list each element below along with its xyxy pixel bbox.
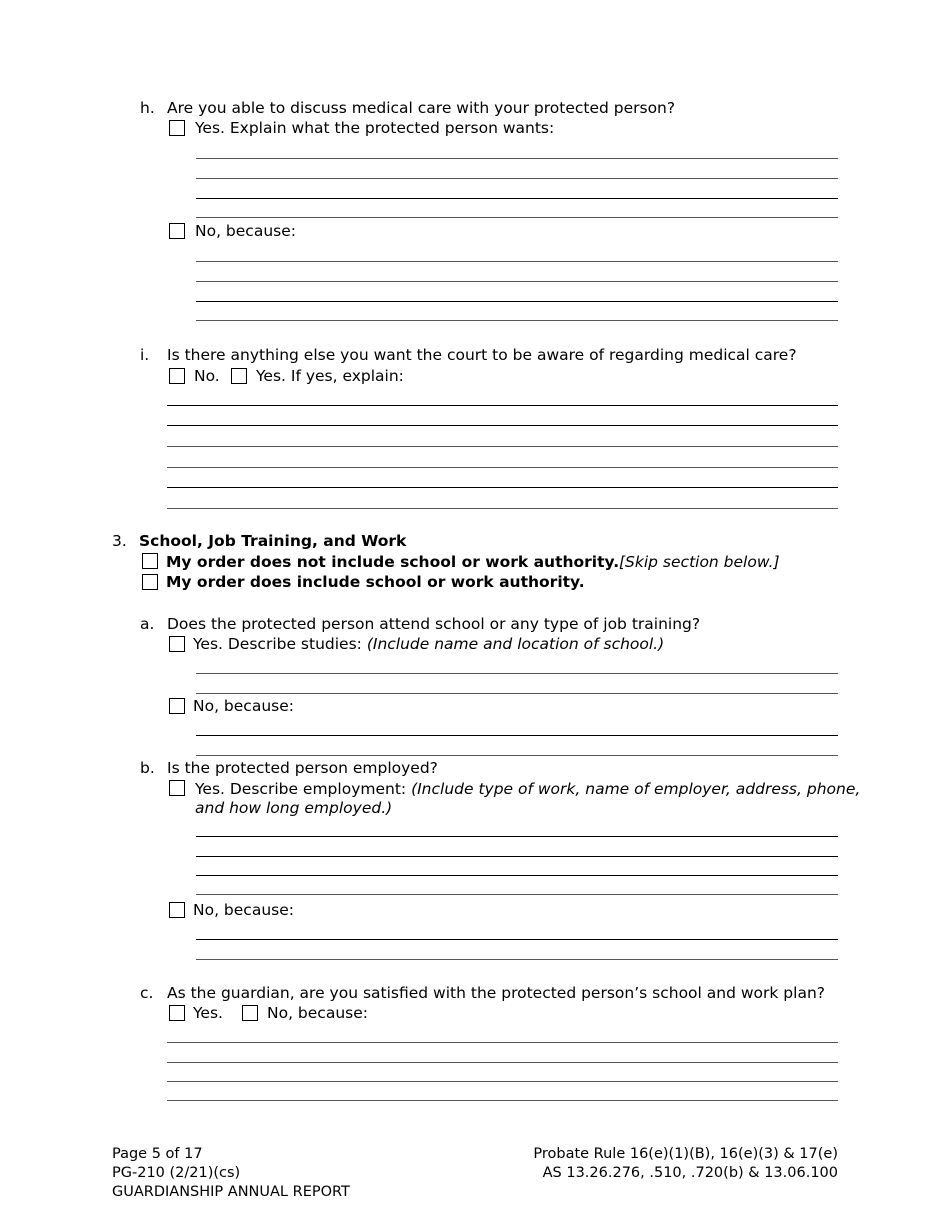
- skip-note: [Skip section below.]: [619, 553, 780, 571]
- answer-line[interactable]: [196, 301, 838, 302]
- answer-line[interactable]: [167, 1081, 838, 1082]
- answer-line[interactable]: [196, 856, 838, 857]
- answer-line[interactable]: [196, 261, 838, 262]
- question-i-text: Is there anything else you want the court to be aware of regarding medical care?: [167, 346, 797, 364]
- answer-line[interactable]: [196, 693, 838, 694]
- question-letter: c.: [140, 984, 154, 1002]
- question-3a-text: Does the protected person attend school or any type of job training?: [167, 615, 701, 633]
- question-letter: a.: [140, 615, 155, 633]
- answer-line[interactable]: [196, 755, 838, 756]
- answer-line[interactable]: [196, 836, 838, 837]
- has-authority-checkbox[interactable]: [142, 574, 158, 590]
- i-no-label: No.: [194, 367, 220, 385]
- 3b-yes-note-cont: and how long employed.): [195, 799, 393, 817]
- answer-line[interactable]: [167, 1062, 838, 1063]
- 3a-yes-note: (Include name and location of school.): [366, 635, 665, 653]
- h-no-checkbox[interactable]: [169, 223, 185, 239]
- question-letter: h.: [140, 99, 155, 117]
- answer-line[interactable]: [196, 178, 838, 179]
- answer-line[interactable]: [167, 1100, 838, 1101]
- 3b-yes-checkbox[interactable]: [169, 780, 185, 796]
- 3b-no-checkbox[interactable]: [169, 902, 185, 918]
- footer-page-number: Page 5 of 17: [112, 1146, 203, 1162]
- answer-line[interactable]: [196, 217, 838, 218]
- question-3b-text: Is the protected person employed?: [167, 759, 438, 777]
- section-number: 3.: [112, 532, 127, 550]
- has-authority-label: My order does include school or work authority.: [166, 573, 585, 591]
- 3b-yes-label: Yes. Describe employment: (Include type of work, name of employer, address, phone,: [195, 780, 861, 798]
- 3a-yes-label: Yes. Describe studies: (Include name and location of school.): [193, 635, 665, 653]
- no-authority-checkbox[interactable]: [142, 553, 158, 569]
- answer-line[interactable]: [167, 1042, 838, 1043]
- question-h-text: Are you able to discuss medical care with your protected person?: [167, 99, 676, 117]
- 3a-no-label: No, because:: [193, 697, 294, 715]
- answer-line[interactable]: [196, 281, 838, 282]
- answer-line[interactable]: [167, 425, 838, 426]
- i-yes-label: Yes. If yes, explain:: [256, 367, 404, 385]
- 3c-yes-checkbox[interactable]: [169, 1005, 185, 1021]
- h-no-label: No, because:: [195, 222, 296, 240]
- h-yes-checkbox[interactable]: [169, 120, 185, 136]
- answer-line[interactable]: [196, 320, 838, 321]
- footer-probate-rule: Probate Rule 16(e)(1)(B), 16(e)(3) & 17(e): [533, 1146, 838, 1162]
- answer-line[interactable]: [167, 467, 838, 468]
- answer-line[interactable]: [196, 939, 838, 940]
- answer-line[interactable]: [167, 405, 838, 406]
- answer-line[interactable]: [196, 875, 838, 876]
- answer-line[interactable]: [196, 959, 838, 960]
- section-3-title: School, Job Training, and Work: [139, 532, 407, 550]
- 3c-no-checkbox[interactable]: [242, 1005, 258, 1021]
- 3c-yes-label: Yes.: [193, 1004, 223, 1022]
- answer-line[interactable]: [196, 894, 838, 895]
- footer-statute: AS 13.26.276, .510, .720(b) & 13.06.100: [542, 1165, 838, 1181]
- answer-line[interactable]: [196, 735, 838, 736]
- i-no-checkbox[interactable]: [169, 368, 185, 384]
- question-letter: b.: [140, 759, 155, 777]
- answer-line[interactable]: [167, 446, 838, 447]
- 3b-no-label: No, because:: [193, 901, 294, 919]
- i-yes-checkbox[interactable]: [231, 368, 247, 384]
- answer-line[interactable]: [167, 487, 838, 488]
- footer-form-title: GUARDIANSHIP ANNUAL REPORT: [112, 1184, 350, 1200]
- 3a-no-checkbox[interactable]: [169, 698, 185, 714]
- 3c-no-label: No, because:: [267, 1004, 368, 1022]
- h-yes-label: Yes. Explain what the protected person wants:: [195, 119, 555, 137]
- answer-line[interactable]: [196, 198, 838, 199]
- 3b-yes-note: (Include type of work, name of employer, address, phone,: [411, 780, 861, 798]
- no-authority-label: My order does not include school or work authority.: [166, 553, 620, 571]
- question-3c-text: As the guardian, are you satisfied with the protected person’s school and work plan?: [167, 984, 825, 1002]
- question-letter: i.: [140, 346, 150, 364]
- answer-line[interactable]: [196, 673, 838, 674]
- answer-line[interactable]: [167, 508, 838, 509]
- footer-form-code: PG-210 (2/21)(cs): [112, 1165, 241, 1181]
- answer-line[interactable]: [196, 158, 838, 159]
- 3a-yes-checkbox[interactable]: [169, 636, 185, 652]
